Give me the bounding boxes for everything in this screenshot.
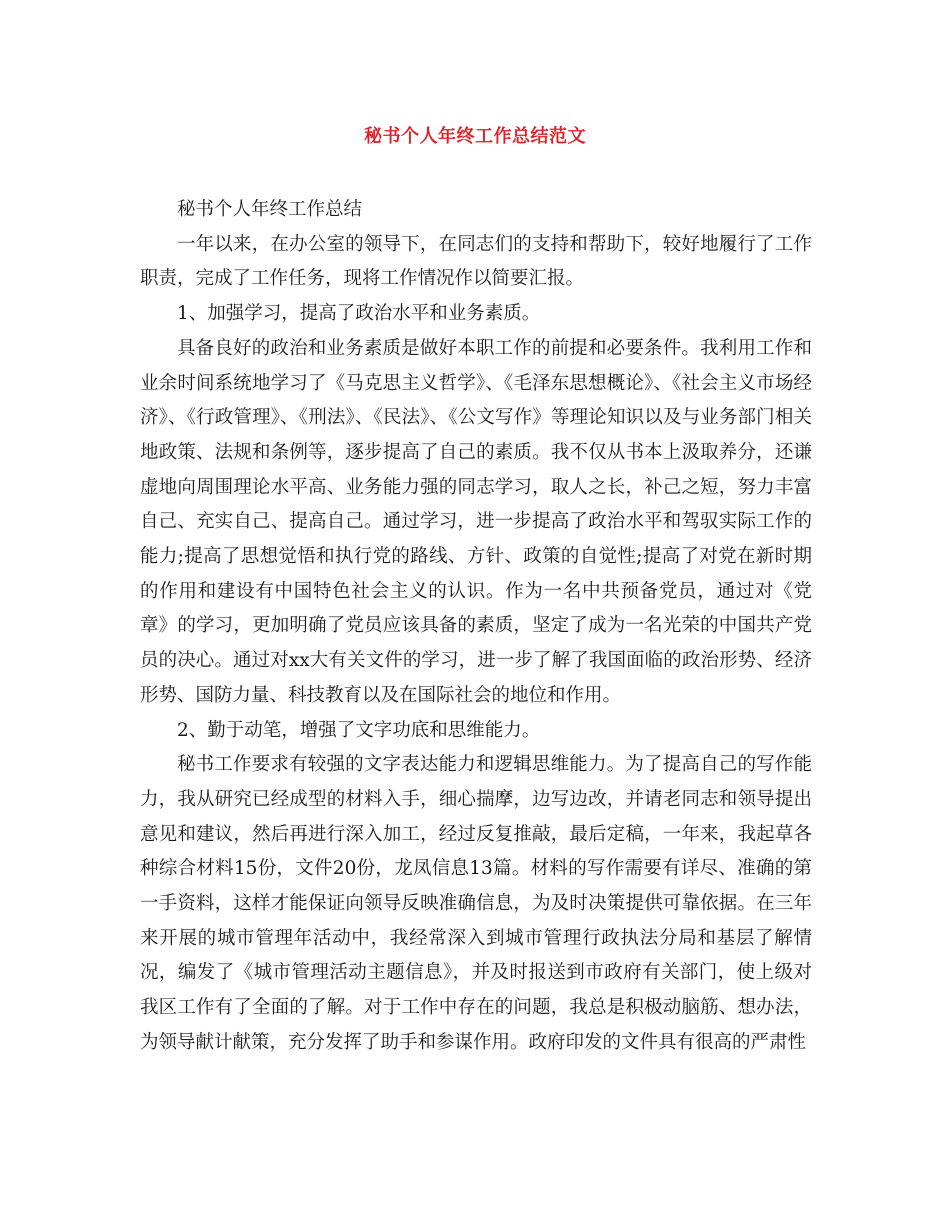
section-heading-1: 1、加强学习，提高了政治水平和业务素质。 bbox=[177, 303, 541, 325]
paragraph-intro: 一年以来，在办公室的领导下，在同志们的支持和帮助下，较好地履行了工作职责，完成了工作任务，现将工作情况作以简要汇报。 bbox=[140, 233, 812, 290]
document-body bbox=[140, 193, 812, 1061]
paragraph-study: 具备良好的政治和业务素质是做好本职工作的前提和必要条件。我利用工作和业余时间系统地学习了《马克思主义哲学》、《毛泽东思想概论》、《社会主义市场经济》、《行政管理》、《刑法》、《民法》、《公文写作》等理论知识以及与业务部门相关地政策、法规和条例等，逐步提高了自己的素质。我不仅从书本上汲取养分，还谦虚地向周围理论水平高、业务能力强的同志学习，取人之长，补己之短，努力丰富自己、充实自己、提高自己。通过学习，进一步提高了政治水平和驾驭实际工作的能力;提高了思想觉悟和执行党的路线、方针、政策的自觉性;提高了对党在新时期的作用和建设有中国特色社会主义的认识。作为一名中共预备党员，通过对《党章》的学习，更加明确了党员应该具备的素质，坚定了成为一名光荣的中国共产党员的决心。通过对xx大有关文件的学习，进一步了解了我国面临的政治形势、经济形势、国防力量、科技教育以及在国际社会的地位和作用。 bbox=[140, 337, 812, 706]
paragraph-subtitle: 秘书个人年终工作总结 bbox=[177, 199, 363, 220]
document-title: 秘书个人年终工作总结范文 bbox=[364, 126, 586, 147]
paragraph-writing: 秘书工作要求有较强的文字表达能力和逻辑思维能力。为了提高自己的写作能力，我从研究已经成型的材料入手，细心揣摩，边写边改，并请老同志和领导提出意见和建议，然后再进行深入加工，经过反复推敲，最后定稿，一年来，我起草各种综合材料15份，文件20份，龙凤信息13篇。材料的写作需要有详尽、准确的第一手资料，这样才能保证向领导反映准确信息，为及时决策提供可靠依据。在三年来开展的城市管理年活动中，我经常深入到城市管理行政执法分局和基层了解情况，编发了《城市管理活动主题信息》，并及时报送到市政府有关部门，使上级对我区工作有了全面的了解。对于工作中存在的问题，我总是积极动脑筋、想办法，为领导献计献策，充分发挥了助手和参谋作用。政府印发的文件具有很高的严肃性 bbox=[140, 754, 812, 1053]
section-heading-2: 2、勤于动笔，增强了文字功底和思维能力。 bbox=[177, 719, 541, 741]
